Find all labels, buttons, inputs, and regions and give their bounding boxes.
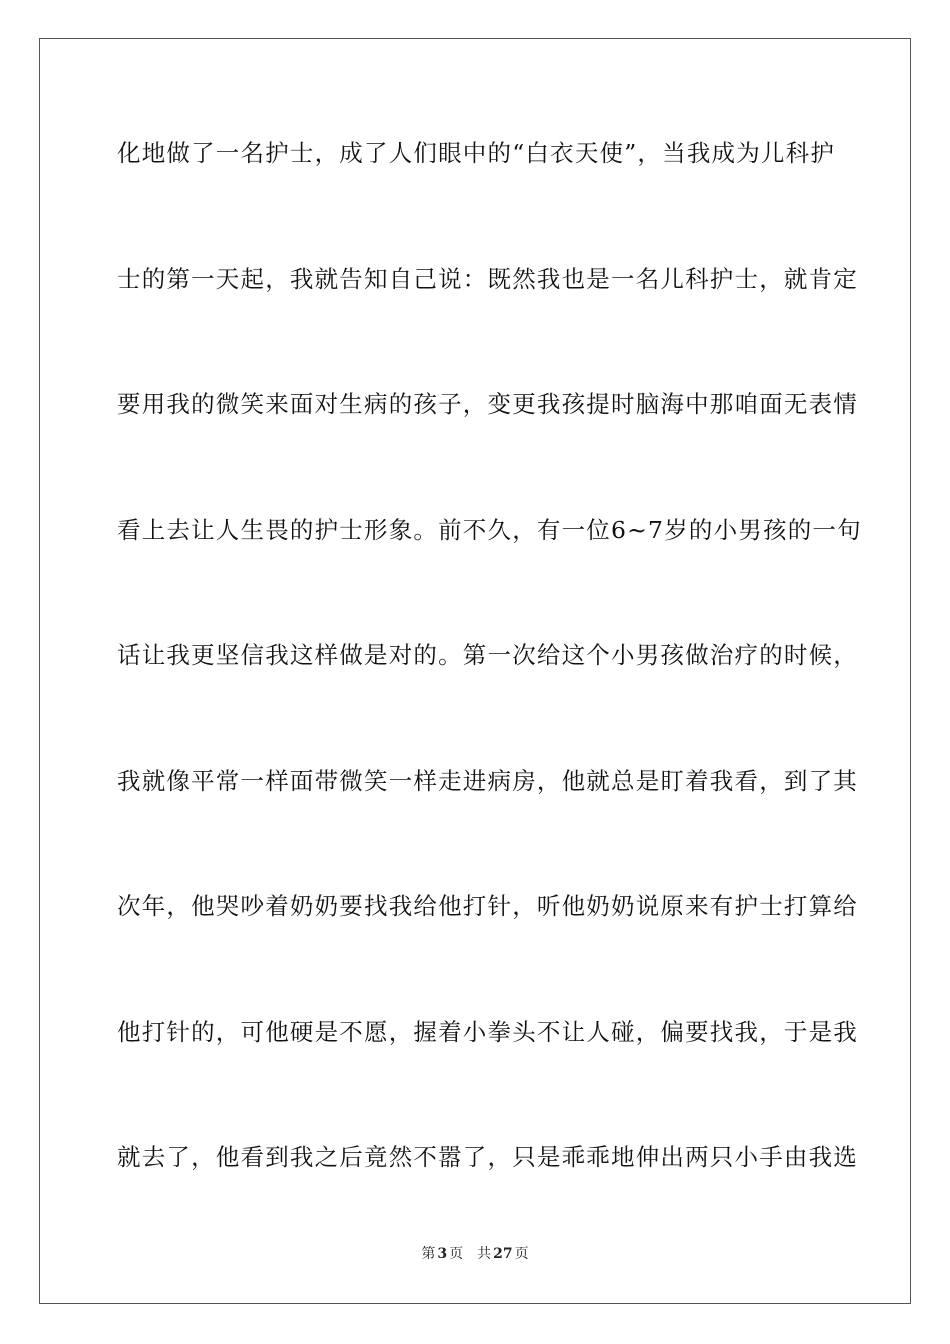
body-text [117, 128, 862, 1258]
text-line: 话让我更坚信我这样做是对的。第一次给这个小男孩做治疗的时候， [117, 641, 858, 669]
text-line: 士的第一天起，我就告知自己说：既然我也是一名儿科护士，就肯定 [117, 264, 858, 293]
text-line: 我就像平常一样面带微笑一样走进病房，他就总是盯着我看，到了其 [117, 766, 858, 795]
text-line: 他打针的，可他硬是不愿，握着小拳头不让人碰，偏要找我，于是我 [117, 1017, 858, 1046]
text-line: 化地做了一名护士，成了人们眼中的“白衣天使”，当我成为儿科护 [117, 139, 836, 167]
total-prefix: 共 [477, 1246, 492, 1262]
text-line: 次年，他哭吵着奶奶要找我给他打针，听他奶奶说原来有护士打算给 [117, 892, 858, 920]
page-number: 3 [437, 1246, 448, 1262]
total-suffix: 页 [514, 1246, 529, 1262]
total-pages: 27 [493, 1246, 513, 1262]
page-suffix: 页 [449, 1246, 464, 1262]
text-line: 看上去让人生畏的护士形象。前不久，有一位6~7岁的小男孩的一句 [117, 515, 862, 544]
page-footer [0, 1244, 950, 1264]
text-line: 要用我的微笑来面对生病的孩子，变更我孩提时脑海中那咱面无表情 [117, 390, 858, 418]
page-prefix: 第 [421, 1246, 436, 1262]
text-line: 就去了，他看到我之后竟然不嚣了，只是乖乖地伸出两只小手由我选 [117, 1143, 858, 1171]
